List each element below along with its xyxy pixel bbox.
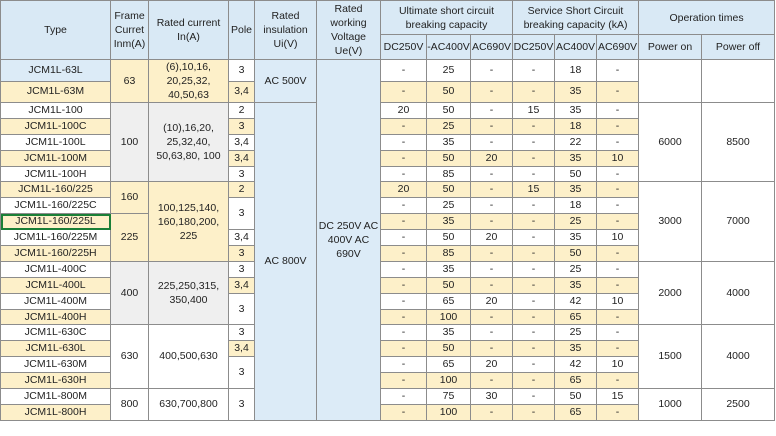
ult-ac400-cell[interactable]: 25 <box>427 60 471 82</box>
ult-dc250-cell[interactable]: - <box>381 341 427 357</box>
ult-ac400-cell[interactable]: 50 <box>427 150 471 166</box>
ult-ac400-cell[interactable]: 50 <box>427 81 471 103</box>
svc-ac400-cell[interactable]: 35 <box>555 150 597 166</box>
ult-ac690-cell[interactable]: - <box>471 103 513 119</box>
svc-dc250-cell[interactable]: - <box>513 166 555 182</box>
svc-ac400-cell[interactable]: 35 <box>555 182 597 198</box>
header-rated-current[interactable]: Rated current In(A) <box>149 1 229 60</box>
rated-current-cell[interactable]: 225,250,315, 350,400 <box>149 261 229 325</box>
rated-current-cell[interactable]: 630,700,800 <box>149 389 229 421</box>
ult-dc250-cell[interactable]: - <box>381 81 427 103</box>
header-type[interactable]: Type <box>1 1 111 60</box>
svc-ac400-cell[interactable]: 25 <box>555 261 597 277</box>
svc-dc250-cell[interactable]: - <box>513 261 555 277</box>
ult-ac400-cell[interactable]: 35 <box>427 261 471 277</box>
ult-ac690-cell[interactable]: - <box>471 246 513 262</box>
svc-ac690-cell[interactable]: 10 <box>597 230 639 246</box>
table-row <box>1 261 775 277</box>
svc-ac690-cell[interactable]: - <box>597 214 639 230</box>
ult-ac400-cell[interactable]: 85 <box>427 166 471 182</box>
svc-ac400-cell[interactable]: 35 <box>555 277 597 293</box>
ult-dc250-cell[interactable]: - <box>381 230 427 246</box>
ult-ac400-cell[interactable]: 50 <box>427 103 471 119</box>
ult-dc250-cell[interactable]: - <box>381 198 427 214</box>
svc-ac690-cell[interactable]: - <box>597 341 639 357</box>
svc-dc250-cell[interactable]: - <box>513 389 555 405</box>
table-row <box>1 103 775 119</box>
ult-dc250-cell[interactable]: - <box>381 373 427 389</box>
table-row <box>1 325 775 341</box>
ult-dc250-cell[interactable]: - <box>381 118 427 134</box>
pole-cell[interactable]: 3,4 <box>229 230 255 246</box>
type-cell[interactable]: JCM1L-630H <box>1 373 111 389</box>
type-cell[interactable]: JCM1L-160/225L <box>1 214 111 230</box>
svc-ac690-cell[interactable]: - <box>597 309 639 325</box>
table-row <box>1 182 775 198</box>
ult-ac690-cell[interactable]: - <box>471 373 513 389</box>
type-cell[interactable]: JCM1L-800M <box>1 389 111 405</box>
svc-ac690-cell[interactable]: - <box>597 277 639 293</box>
svc-ac690-cell[interactable]: 10 <box>597 357 639 373</box>
power-off-cell[interactable]: 4000 <box>702 261 775 325</box>
type-cell[interactable]: JCM1L-400H <box>1 309 111 325</box>
ult-dc250-cell[interactable]: - <box>381 277 427 293</box>
header-svc-ac400[interactable]: AC400V <box>555 35 597 60</box>
type-cell[interactable]: JCM1L-400M <box>1 293 111 309</box>
pole-cell[interactable]: 3,4 <box>229 150 255 166</box>
ult-ac400-cell[interactable]: 50 <box>427 277 471 293</box>
power-on-cell[interactable]: 2000 <box>639 261 702 325</box>
svc-dc250-cell[interactable]: - <box>513 293 555 309</box>
rated-current-cell[interactable]: 400,500,630 <box>149 325 229 389</box>
type-cell[interactable]: JCM1L-160/225H <box>1 246 111 262</box>
frame-current-cell[interactable]: 630 <box>111 325 149 389</box>
svc-dc250-cell[interactable]: - <box>513 230 555 246</box>
header-rated-working-voltage[interactable]: Rated working Voltage Ue(V) <box>317 1 381 60</box>
svc-ac400-cell[interactable]: 50 <box>555 389 597 405</box>
ult-dc250-cell[interactable]: - <box>381 309 427 325</box>
header-operation-times[interactable]: Operation times <box>639 1 775 35</box>
header-ultimate-capacity[interactable]: Ultimate short circuit breaking capacity <box>381 1 513 35</box>
svc-dc250-cell[interactable]: - <box>513 277 555 293</box>
rated-current-cell[interactable]: (6),10,16, 20,25,32, 40,50,63 <box>149 60 229 103</box>
svc-dc250-cell[interactable]: - <box>513 81 555 103</box>
rated-current-cell[interactable]: (10),16,20, 25,32,40, 50,63,80, 100 <box>149 103 229 182</box>
ult-ac690-cell[interactable]: - <box>471 309 513 325</box>
ult-ac690-cell[interactable]: - <box>471 198 513 214</box>
header-ult-dc250[interactable]: DC250V <box>381 35 427 60</box>
table-row <box>1 60 775 82</box>
svc-ac690-cell[interactable]: - <box>597 81 639 103</box>
ult-dc250-cell[interactable]: - <box>381 325 427 341</box>
ult-dc250-cell[interactable]: - <box>381 134 427 150</box>
svc-ac690-cell[interactable]: - <box>597 118 639 134</box>
header-svc-dc250[interactable]: DC250V <box>513 35 555 60</box>
frame-current-cell[interactable]: 63 <box>111 60 149 103</box>
header-service-capacity[interactable]: Service Short Circuit breaking capacity (kA) <box>513 1 639 35</box>
pole-cell[interactable]: 3 <box>229 60 255 82</box>
type-cell[interactable]: JCM1L-400L <box>1 277 111 293</box>
ult-ac400-cell[interactable]: 65 <box>427 357 471 373</box>
header-power-on[interactable]: Power on <box>639 35 702 60</box>
ult-dc250-cell[interactable]: 20 <box>381 182 427 198</box>
ult-ac400-cell[interactable]: 35 <box>427 134 471 150</box>
svc-ac690-cell[interactable]: - <box>597 246 639 262</box>
ult-dc250-cell[interactable]: - <box>381 389 427 405</box>
type-cell[interactable]: JCM1L-160/225M <box>1 230 111 246</box>
power-off-cell[interactable]: 2500 <box>702 389 775 421</box>
ult-ac400-cell[interactable]: 100 <box>427 309 471 325</box>
svc-dc250-cell[interactable]: - <box>513 325 555 341</box>
svc-ac400-cell[interactable]: 50 <box>555 246 597 262</box>
type-cell[interactable]: JCM1L-100 <box>1 103 111 119</box>
ult-ac690-cell[interactable]: - <box>471 118 513 134</box>
type-cell[interactable]: JCM1L-630L <box>1 341 111 357</box>
svc-ac690-cell[interactable]: - <box>597 134 639 150</box>
type-cell[interactable]: JCM1L-800H <box>1 404 111 420</box>
working-voltage-cell[interactable]: DC 250V AC 400V AC 690V <box>317 60 381 421</box>
ult-ac690-cell[interactable]: - <box>471 404 513 420</box>
frame-current-cell[interactable]: 100 <box>111 103 149 182</box>
pole-cell[interactable]: 3,4 <box>229 134 255 150</box>
svc-ac400-cell[interactable]: 35 <box>555 341 597 357</box>
header-rated-insulation[interactable]: Rated insulation Ui(V) <box>255 1 317 60</box>
svc-dc250-cell[interactable]: - <box>513 246 555 262</box>
ult-ac690-cell[interactable]: - <box>471 182 513 198</box>
ult-ac400-cell[interactable]: 65 <box>427 293 471 309</box>
svc-ac690-cell[interactable]: 10 <box>597 293 639 309</box>
svc-dc250-cell[interactable]: - <box>513 357 555 373</box>
svc-dc250-cell[interactable]: 15 <box>513 103 555 119</box>
type-cell[interactable]: JCM1L-100M <box>1 150 111 166</box>
pole-cell[interactable]: 3 <box>229 198 255 230</box>
type-cell[interactable]: JCM1L-630M <box>1 357 111 373</box>
ult-ac400-cell[interactable]: 25 <box>427 198 471 214</box>
ult-ac400-cell[interactable]: 25 <box>427 118 471 134</box>
type-cell[interactable]: JCM1L-160/225C <box>1 198 111 214</box>
type-cell[interactable]: JCM1L-400C <box>1 261 111 277</box>
svc-dc250-cell[interactable]: - <box>513 134 555 150</box>
svc-ac690-cell[interactable]: - <box>597 325 639 341</box>
svc-ac400-cell[interactable]: 25 <box>555 214 597 230</box>
pole-cell[interactable]: 3,4 <box>229 81 255 103</box>
ult-ac690-cell[interactable]: 30 <box>471 389 513 405</box>
frame-current-cell[interactable]: 160 <box>111 182 149 214</box>
pole-cell[interactable]: 3 <box>229 166 255 182</box>
ult-ac690-cell[interactable]: - <box>471 134 513 150</box>
svc-ac400-cell[interactable]: 18 <box>555 118 597 134</box>
svc-ac400-cell[interactable]: 65 <box>555 373 597 389</box>
ult-ac690-cell[interactable]: - <box>471 60 513 82</box>
rated-current-cell[interactable]: 100,125,140, 160,180,200, 225 <box>149 182 229 261</box>
ult-ac400-cell[interactable]: 35 <box>427 214 471 230</box>
pole-cell[interactable]: 3 <box>229 293 255 325</box>
svc-ac690-cell[interactable]: - <box>597 166 639 182</box>
ult-dc250-cell[interactable]: - <box>381 214 427 230</box>
ult-dc250-cell[interactable]: 20 <box>381 103 427 119</box>
ult-ac400-cell[interactable]: 100 <box>427 404 471 420</box>
type-cell[interactable]: JCM1L-160/225 <box>1 182 111 198</box>
svc-ac690-cell[interactable]: - <box>597 198 639 214</box>
svc-ac400-cell[interactable]: 65 <box>555 404 597 420</box>
svc-dc250-cell[interactable]: 15 <box>513 182 555 198</box>
type-cell[interactable]: JCM1L-100C <box>1 118 111 134</box>
ult-dc250-cell[interactable]: - <box>381 404 427 420</box>
svc-ac400-cell[interactable]: 50 <box>555 166 597 182</box>
ult-ac690-cell[interactable]: - <box>471 277 513 293</box>
ult-ac400-cell[interactable]: 35 <box>427 325 471 341</box>
power-off-cell[interactable] <box>702 60 775 103</box>
ult-ac400-cell[interactable]: 75 <box>427 389 471 405</box>
ult-ac690-cell[interactable]: 20 <box>471 150 513 166</box>
ult-ac400-cell[interactable]: 50 <box>427 182 471 198</box>
header-svc-ac690[interactable]: AC690V <box>597 35 639 60</box>
svc-ac690-cell[interactable]: - <box>597 60 639 82</box>
ult-ac400-cell[interactable]: 100 <box>427 373 471 389</box>
header-frame-current[interactable]: Frame Curret Inm(A) <box>111 1 149 60</box>
header-ult-ac690[interactable]: AC690V <box>471 35 513 60</box>
pole-cell[interactable]: 3 <box>229 246 255 262</box>
type-cell[interactable]: JCM1L-63L <box>1 60 111 82</box>
ult-ac690-cell[interactable]: - <box>471 341 513 357</box>
ult-dc250-cell[interactable]: - <box>381 60 427 82</box>
ult-ac690-cell[interactable]: 20 <box>471 293 513 309</box>
ult-dc250-cell[interactable]: - <box>381 166 427 182</box>
svc-ac400-cell[interactable]: 65 <box>555 309 597 325</box>
ult-ac400-cell[interactable]: 50 <box>427 341 471 357</box>
power-off-cell[interactable]: 8500 <box>702 103 775 182</box>
power-on-cell[interactable]: 1000 <box>639 389 702 421</box>
ult-ac690-cell[interactable]: - <box>471 81 513 103</box>
ult-ac690-cell[interactable]: - <box>471 214 513 230</box>
power-on-cell[interactable]: 6000 <box>639 103 702 182</box>
header-power-off[interactable]: Power off <box>702 35 775 60</box>
svc-ac690-cell[interactable]: - <box>597 404 639 420</box>
pole-cell[interactable]: 3,4 <box>229 341 255 357</box>
power-on-cell[interactable] <box>639 60 702 103</box>
type-cell[interactable]: JCM1L-63M <box>1 81 111 103</box>
svc-dc250-cell[interactable]: - <box>513 373 555 389</box>
pole-cell[interactable]: 3 <box>229 118 255 134</box>
svc-ac400-cell[interactable]: 35 <box>555 103 597 119</box>
svc-ac690-cell[interactable]: - <box>597 261 639 277</box>
ult-dc250-cell[interactable]: - <box>381 150 427 166</box>
svc-dc250-cell[interactable]: - <box>513 341 555 357</box>
ult-ac690-cell[interactable]: - <box>471 166 513 182</box>
type-cell[interactable]: JCM1L-630C <box>1 325 111 341</box>
frame-current-cell[interactable]: 400 <box>111 261 149 325</box>
svc-dc250-cell[interactable]: - <box>513 214 555 230</box>
svc-ac400-cell[interactable]: 18 <box>555 198 597 214</box>
svc-ac690-cell[interactable]: - <box>597 373 639 389</box>
pole-cell[interactable]: 2 <box>229 103 255 119</box>
power-on-cell[interactable]: 3000 <box>639 182 702 261</box>
ult-dc250-cell[interactable]: - <box>381 261 427 277</box>
ult-ac400-cell[interactable]: 85 <box>427 246 471 262</box>
insulation-cell[interactable]: AC 500V <box>255 60 317 103</box>
frame-current-cell[interactable]: 800 <box>111 389 149 421</box>
svc-dc250-cell[interactable]: - <box>513 150 555 166</box>
ult-dc250-cell[interactable]: - <box>381 357 427 373</box>
svc-ac400-cell[interactable]: 25 <box>555 325 597 341</box>
pole-cell[interactable]: 3 <box>229 325 255 341</box>
pole-cell[interactable]: 3 <box>229 389 255 421</box>
insulation-cell[interactable]: AC 800V <box>255 103 317 421</box>
power-off-cell[interactable]: 4000 <box>702 325 775 389</box>
frame-current-cell[interactable]: 225 <box>111 214 149 262</box>
header-ult-ac400[interactable]: -AC400V <box>427 35 471 60</box>
pole-cell[interactable]: 3 <box>229 261 255 277</box>
svc-dc250-cell[interactable]: - <box>513 404 555 420</box>
ult-ac400-cell[interactable]: 50 <box>427 230 471 246</box>
ult-dc250-cell[interactable]: - <box>381 246 427 262</box>
type-cell[interactable]: JCM1L-100H <box>1 166 111 182</box>
header-pole[interactable]: Pole <box>229 1 255 60</box>
svc-ac400-cell[interactable]: 22 <box>555 134 597 150</box>
ult-ac690-cell[interactable]: - <box>471 261 513 277</box>
type-cell[interactable]: JCM1L-100L <box>1 134 111 150</box>
ult-dc250-cell[interactable]: - <box>381 293 427 309</box>
svc-ac400-cell[interactable]: 42 <box>555 357 597 373</box>
ult-ac690-cell[interactable]: 20 <box>471 230 513 246</box>
svc-dc250-cell[interactable]: - <box>513 198 555 214</box>
svc-dc250-cell[interactable]: - <box>513 309 555 325</box>
table-row <box>1 389 775 405</box>
svc-dc250-cell[interactable]: - <box>513 60 555 82</box>
svc-ac400-cell[interactable]: 18 <box>555 60 597 82</box>
pole-cell[interactable]: 2 <box>229 182 255 198</box>
svc-ac400-cell[interactable]: 42 <box>555 293 597 309</box>
ult-ac690-cell[interactable]: 20 <box>471 357 513 373</box>
svc-ac400-cell[interactable]: 35 <box>555 81 597 103</box>
power-on-cell[interactable]: 1500 <box>639 325 702 389</box>
svc-ac690-cell[interactable]: 10 <box>597 150 639 166</box>
power-off-cell[interactable]: 7000 <box>702 182 775 261</box>
pole-cell[interactable]: 3,4 <box>229 277 255 293</box>
svc-ac690-cell[interactable]: - <box>597 103 639 119</box>
svc-ac690-cell[interactable]: 15 <box>597 389 639 405</box>
svc-ac690-cell[interactable]: - <box>597 182 639 198</box>
pole-cell[interactable]: 3 <box>229 357 255 389</box>
svc-dc250-cell[interactable]: - <box>513 118 555 134</box>
svc-ac400-cell[interactable]: 35 <box>555 230 597 246</box>
ult-ac690-cell[interactable]: - <box>471 325 513 341</box>
